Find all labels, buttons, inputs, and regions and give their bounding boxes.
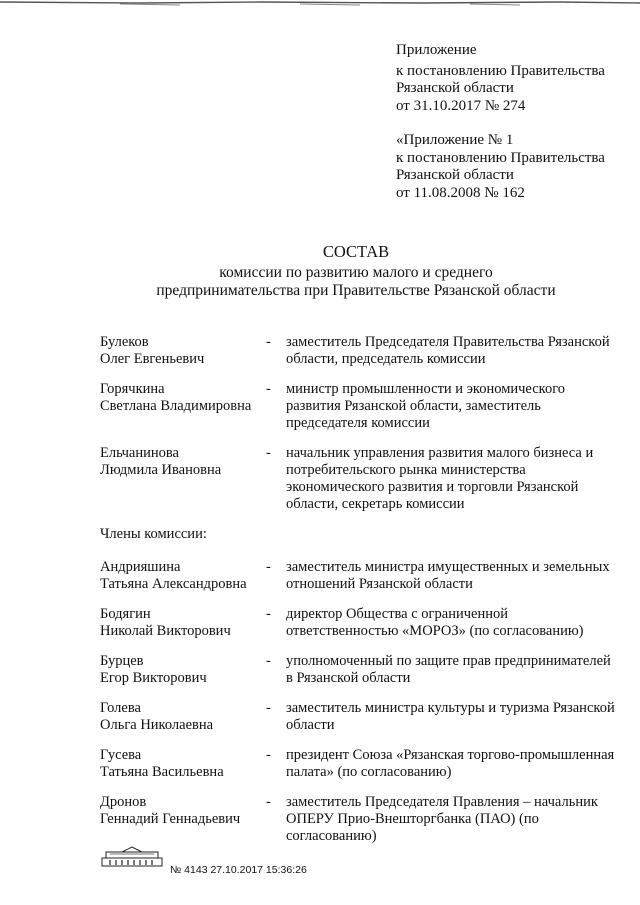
member-row — [100, 653, 620, 687]
person-role: заместитель министра имущественных и земельных отношений Рязанской области — [286, 559, 610, 592]
person-given-name: Геннадий Геннадьевич — [100, 811, 241, 827]
member-row — [100, 700, 620, 734]
person-name — [100, 559, 260, 593]
separator-dash: - — [266, 445, 271, 461]
appendix-original-line4: от 11.08.2008 № 162 — [396, 184, 525, 201]
person-role: директор Общества с ограниченной ответственностью «МОРОЗ» (по согласованию) — [286, 606, 584, 639]
appendix-original-line3: Рязанской области — [396, 167, 514, 183]
person-given-name: Светлана Владимировна — [100, 398, 252, 414]
title-sub-line1: комиссии по развитию малого и среднего — [219, 264, 493, 281]
person-surname: Дронов — [100, 794, 147, 810]
member-row — [100, 559, 620, 593]
registration-stamp-text: № 4143 27.10.2017 15:36:26 — [170, 864, 307, 876]
leadership-row — [100, 334, 620, 368]
member-row — [100, 606, 620, 640]
person-role: министр промышленности и экономического развития Рязанской области, заместитель председателя комиссии — [286, 381, 566, 431]
person-surname: Андрияшина — [100, 559, 181, 575]
person-role: заместитель министра культуры и туризма Рязанской области — [286, 700, 615, 733]
leadership-row — [100, 381, 620, 432]
person-name — [100, 381, 260, 432]
person-given-name: Ольга Николаевна — [100, 717, 214, 733]
person-surname: Горячкина — [100, 381, 165, 397]
person-surname: Бодягин — [100, 606, 151, 622]
title-sub-line2: предпринимательства при Правительстве Рязанской области — [156, 282, 556, 299]
person-given-name: Олег Евгеньевич — [100, 351, 205, 367]
scan-edge-noise — [0, 0, 640, 8]
appendix-original-block — [396, 132, 605, 202]
person-given-name: Людмила Ивановна — [100, 462, 222, 478]
person-given-name: Егор Викторович — [100, 670, 207, 686]
separator-dash: - — [266, 794, 271, 810]
person-name — [100, 794, 260, 845]
appendix-original-line1: «Приложение № 1 — [396, 132, 514, 148]
person-given-name: Татьяна Васильевна — [100, 764, 224, 780]
title-main: СОСТАВ — [322, 242, 390, 261]
leadership-row — [100, 445, 620, 513]
appendix-current-block — [396, 42, 605, 115]
person-name — [100, 653, 260, 687]
appendix-current-line1: Приложение — [396, 42, 477, 58]
person-role: начальник управления развития малого бизнеса и потребительского рынка министерства экономического развития и торговли Рязанской области, секретарь комиссии — [286, 445, 594, 512]
person-given-name: Татьяна Александровна — [100, 576, 247, 592]
registration-footer — [100, 846, 400, 886]
separator-dash: - — [266, 559, 271, 575]
person-name — [100, 700, 260, 734]
person-surname: Ельчанинова — [100, 445, 179, 461]
member-row — [100, 794, 620, 845]
person-surname: Гусева — [100, 747, 142, 763]
separator-dash: - — [266, 700, 271, 716]
appendix-current-line4: от 31.10.2017 № 274 — [396, 97, 526, 114]
person-surname: Бурцев — [100, 653, 144, 669]
member-row — [100, 747, 620, 781]
government-building-stamp-icon — [100, 846, 166, 868]
separator-dash: - — [266, 606, 271, 622]
separator-dash: - — [266, 653, 271, 669]
appendix-original-line2: к постановлению Правительства — [396, 149, 605, 166]
person-surname: Голева — [100, 700, 141, 716]
separator-dash: - — [266, 747, 271, 763]
person-name — [100, 606, 260, 640]
members-section-label: Члены комиссии: — [100, 526, 207, 542]
document-title — [0, 243, 640, 300]
appendix-current-line3: Рязанской области — [396, 80, 514, 96]
person-role: заместитель Председателя Правительства Рязанской области, председатель комиссии — [286, 334, 610, 367]
person-name — [100, 334, 260, 368]
separator-dash: - — [266, 334, 271, 350]
person-given-name: Николай Викторович — [100, 623, 231, 639]
person-name — [100, 747, 260, 781]
person-role: заместитель Председателя Правления – начальник ОПЕРУ Прио-Внешторгбанка (ПАО) (по согласованию) — [286, 794, 598, 844]
members-list — [100, 334, 620, 858]
separator-dash: - — [266, 381, 271, 397]
person-name — [100, 445, 260, 513]
person-role: президент Союза «Рязанская торгово-промышленная палата» (по согласованию) — [286, 747, 615, 780]
person-role: уполномоченный по защите прав предпринимателей в Рязанской области — [286, 653, 611, 686]
appendix-current-line2: к постановлению Правительства — [396, 62, 605, 79]
person-surname: Булеков — [100, 334, 149, 350]
